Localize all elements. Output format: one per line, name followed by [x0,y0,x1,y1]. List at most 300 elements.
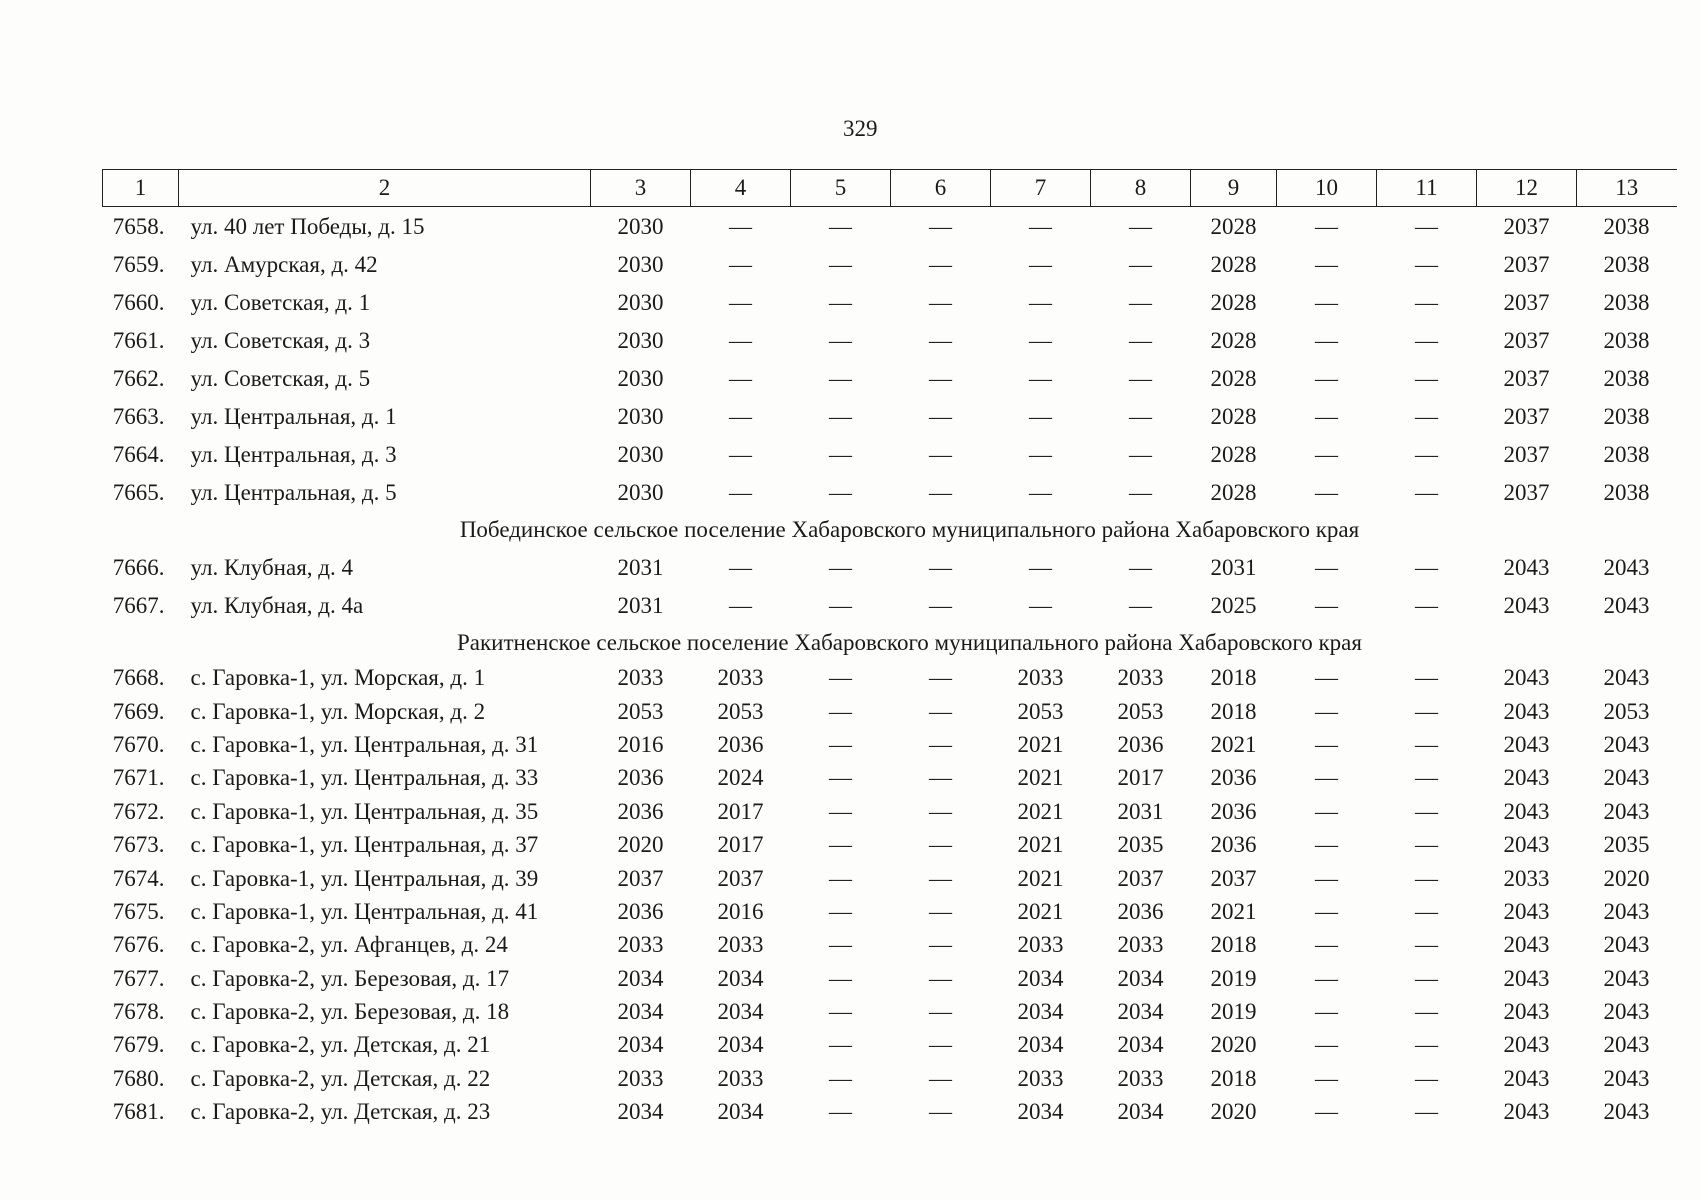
value-cell-col-3: 2034 [617,999,664,1025]
value-cell-col-4: — [729,592,752,618]
table-row [103,207,1677,246]
value-cell-col-8: — [1129,403,1152,429]
value-cell-col-9: 2021 [1210,898,1257,924]
value-cell-col-11: — [1415,832,1438,858]
value-cell-col-3: 2053 [617,698,664,724]
row-number: 7664. [112,441,165,467]
value-cell-col-5: — [829,1065,852,1091]
value-cell-col-10: — [1315,327,1338,353]
value-cell-col-8: — [1129,479,1152,505]
table-row [103,586,1677,624]
value-cell-col-12: 2043 [1503,999,1550,1025]
value-cell-col-13: 2043 [1603,932,1650,958]
section-heading-row [103,511,1677,548]
value-cell-col-6: — [929,898,952,924]
value-cell-col-4: 2034 [717,1099,764,1125]
value-cell-col-7: 2034 [1017,1099,1064,1125]
table-row [103,895,1677,928]
value-cell-col-3: 2030 [617,213,664,239]
value-cell-col-9: 2028 [1210,441,1257,467]
section-title: Побединское сельское поселение Хабаровского муниципального района Хабаровского края [459,517,1360,542]
value-cell-col-13: 2043 [1603,798,1650,824]
value-cell-col-12: 2037 [1503,479,1550,505]
value-cell-col-4: 2033 [717,932,764,958]
value-cell-col-9: 2025 [1210,592,1257,618]
value-cell-col-11: — [1415,1032,1438,1058]
value-cell-col-7: 2021 [1017,765,1064,791]
value-cell-col-5: — [829,554,852,580]
address-cell: с. Гаровка-1, ул. Морская, д. 1 [190,665,486,691]
address-cell: ул. Центральная, д. 3 [190,441,397,467]
value-cell-col-5: — [829,999,852,1025]
value-cell-col-10: — [1315,289,1338,315]
value-cell-col-10: — [1315,403,1338,429]
value-cell-col-10: — [1315,898,1338,924]
value-cell-col-12: 2043 [1503,1099,1550,1125]
value-cell-col-11: — [1415,1099,1438,1125]
row-number: 7681. [112,1099,165,1125]
value-cell-col-7: — [1029,592,1052,618]
value-cell-col-4: 2033 [717,1065,764,1091]
value-cell-col-9: 2028 [1210,327,1257,353]
value-cell-col-13: 2043 [1603,665,1650,691]
value-cell-col-8: — [1129,592,1152,618]
value-cell-col-3: 2033 [617,1065,664,1091]
value-cell-col-5: — [829,731,852,757]
value-cell-col-12: 2043 [1503,592,1550,618]
row-number: 7680. [112,1065,165,1091]
value-cell-col-7: — [1029,403,1052,429]
value-cell-col-12: 2037 [1503,441,1550,467]
value-cell-col-5: — [829,213,852,239]
value-cell-col-10: — [1315,965,1338,991]
value-cell-col-7: 2021 [1017,832,1064,858]
value-cell-col-12: 2043 [1503,932,1550,958]
value-cell-col-3: 2020 [617,832,664,858]
value-cell-col-12: 2043 [1503,665,1550,691]
value-cell-col-3: 2030 [617,441,664,467]
value-cell-col-10: — [1315,932,1338,958]
value-cell-col-6: — [929,698,952,724]
row-number: 7672. [112,798,165,824]
value-cell-col-5: — [829,1032,852,1058]
value-cell-col-13: 2038 [1603,365,1650,391]
value-cell-col-3: 2030 [617,289,664,315]
value-cell-col-10: — [1315,999,1338,1025]
value-cell-col-9: 2028 [1210,213,1257,239]
value-cell-col-9: 2028 [1210,289,1257,315]
row-number: 7674. [112,865,165,891]
value-cell-col-3: 2033 [617,665,664,691]
address-cell: с. Гаровка-2, ул. Детская, д. 23 [190,1099,491,1125]
value-cell-col-5: — [829,289,852,315]
table-row [103,1062,1677,1095]
row-number: 7668. [112,665,165,691]
value-cell-col-9: 2018 [1210,932,1257,958]
column-header-3: 3 [591,170,691,207]
table-row [103,245,1677,283]
column-header-13: 13 [1577,170,1677,207]
address-cell: ул. Центральная, д. 5 [190,479,397,505]
column-header-7: 7 [991,170,1091,207]
value-cell-col-4: 2053 [717,698,764,724]
value-cell-col-13: 2043 [1603,999,1650,1025]
value-cell-col-6: — [929,1032,952,1058]
value-cell-col-3: 2036 [617,798,664,824]
value-cell-col-13: 2043 [1603,1065,1650,1091]
value-cell-col-10: — [1315,554,1338,580]
value-cell-col-4: — [729,213,752,239]
value-cell-col-7: 2034 [1017,999,1064,1025]
value-cell-col-4: 2037 [717,865,764,891]
table-body [103,207,1677,1129]
value-cell-col-4: — [729,554,752,580]
value-cell-col-6: — [929,554,952,580]
value-cell-col-12: 2043 [1503,1032,1550,1058]
row-number: 7670. [112,731,165,757]
value-cell-col-4: — [729,403,752,429]
value-cell-col-12: 2033 [1503,865,1550,891]
table-row [103,661,1677,694]
column-header-9: 9 [1191,170,1277,207]
value-cell-col-11: — [1415,441,1438,467]
value-cell-col-6: — [929,865,952,891]
value-cell-col-10: — [1315,665,1338,691]
table-row [103,928,1677,961]
value-cell-col-7: 2034 [1017,1032,1064,1058]
page-number: 329 [843,116,878,141]
table-row [103,795,1677,828]
value-cell-col-7: 2021 [1017,798,1064,824]
value-cell-col-5: — [829,832,852,858]
value-cell-col-5: — [829,403,852,429]
value-cell-col-5: — [829,965,852,991]
value-cell-col-13: 2038 [1603,289,1650,315]
value-cell-col-5: — [829,665,852,691]
value-cell-col-13: 2038 [1603,479,1650,505]
table-row [103,359,1677,397]
value-cell-col-4: 2033 [717,665,764,691]
column-header-5: 5 [791,170,891,207]
value-cell-col-10: — [1315,832,1338,858]
value-cell-col-8: 2033 [1117,665,1164,691]
value-cell-col-6: — [929,965,952,991]
value-cell-col-6: — [929,1099,952,1125]
row-number: 7659. [112,251,165,277]
value-cell-col-9: 2031 [1210,554,1257,580]
value-cell-col-11: — [1415,289,1438,315]
value-cell-col-9: 2036 [1210,832,1257,858]
column-header-10: 10 [1277,170,1377,207]
value-cell-col-7: — [1029,327,1052,353]
value-cell-col-6: — [929,213,952,239]
value-cell-col-3: 2034 [617,1032,664,1058]
value-cell-col-10: — [1315,1099,1338,1125]
value-cell-col-12: 2043 [1503,832,1550,858]
value-cell-col-6: — [929,798,952,824]
value-cell-col-7: — [1029,554,1052,580]
address-cell: с. Гаровка-2, ул. Березовая, д. 18 [190,999,510,1025]
value-cell-col-12: 2043 [1503,965,1550,991]
value-cell-col-5: — [829,1099,852,1125]
value-cell-col-6: — [929,365,952,391]
value-cell-col-9: 2036 [1210,765,1257,791]
value-cell-col-9: 2028 [1210,403,1257,429]
value-cell-col-8: — [1129,554,1152,580]
value-cell-col-8: 2053 [1117,698,1164,724]
address-cell: с. Гаровка-1, ул. Центральная, д. 39 [190,865,539,891]
column-header-8: 8 [1091,170,1191,207]
value-cell-col-7: 2033 [1017,1065,1064,1091]
value-cell-col-6: — [929,479,952,505]
value-cell-col-11: — [1415,932,1438,958]
row-number: 7666. [112,554,165,580]
value-cell-col-10: — [1315,865,1338,891]
column-header-6: 6 [891,170,991,207]
value-cell-col-13: 2038 [1603,213,1650,239]
value-cell-col-7: — [1029,441,1052,467]
value-cell-col-13: 2043 [1603,731,1650,757]
data-table [102,169,1677,1128]
value-cell-col-11: — [1415,365,1438,391]
value-cell-col-4: — [729,365,752,391]
value-cell-col-13: 2043 [1603,554,1650,580]
value-cell-col-8: 2037 [1117,865,1164,891]
value-cell-col-8: — [1129,365,1152,391]
value-cell-col-4: — [729,441,752,467]
value-cell-col-8: 2034 [1117,965,1164,991]
value-cell-col-11: — [1415,213,1438,239]
address-cell: с. Гаровка-2, ул. Афганцев, д. 24 [190,932,508,958]
value-cell-col-9: 2028 [1210,251,1257,277]
table-row [103,995,1677,1028]
column-header-11: 11 [1377,170,1477,207]
row-number: 7673. [112,832,165,858]
value-cell-col-10: — [1315,765,1338,791]
value-cell-col-13: 2043 [1603,1099,1650,1125]
value-cell-col-4: 2017 [717,832,764,858]
table-row [103,761,1677,794]
value-cell-col-5: — [829,932,852,958]
header-row [103,170,1677,207]
value-cell-col-6: — [929,1065,952,1091]
value-cell-col-8: 2017 [1117,765,1164,791]
value-cell-col-8: 2034 [1117,1099,1164,1125]
value-cell-col-11: — [1415,865,1438,891]
value-cell-col-7: — [1029,213,1052,239]
value-cell-col-4: 2036 [717,731,764,757]
value-cell-col-11: — [1415,665,1438,691]
value-cell-col-12: 2043 [1503,765,1550,791]
value-cell-col-9: 2019 [1210,999,1257,1025]
value-cell-col-6: — [929,665,952,691]
address-cell: с. Гаровка-1, ул. Центральная, д. 37 [190,832,539,858]
address-cell: ул. Советская, д. 3 [190,327,371,353]
value-cell-col-11: — [1415,251,1438,277]
value-cell-col-8: 2033 [1117,1065,1164,1091]
value-cell-col-4: 2034 [717,999,764,1025]
row-number: 7658. [112,213,165,239]
row-number: 7660. [112,289,165,315]
value-cell-col-6: — [929,327,952,353]
value-cell-col-11: — [1415,698,1438,724]
value-cell-col-5: — [829,441,852,467]
row-number: 7669. [112,698,165,724]
row-number: 7667. [112,592,165,618]
value-cell-col-8: — [1129,289,1152,315]
value-cell-col-7: 2021 [1017,865,1064,891]
value-cell-col-12: 2043 [1503,698,1550,724]
value-cell-col-9: 2020 [1210,1099,1257,1125]
column-header-12: 12 [1477,170,1577,207]
value-cell-col-9: 2021 [1210,731,1257,757]
value-cell-col-8: — [1129,441,1152,467]
row-number: 7677. [112,965,165,991]
value-cell-col-6: — [929,441,952,467]
value-cell-col-4: — [729,251,752,277]
table-row [103,1028,1677,1061]
value-cell-col-12: 2043 [1503,554,1550,580]
section-heading-row [103,624,1677,661]
value-cell-col-10: — [1315,592,1338,618]
value-cell-col-9: 2020 [1210,1032,1257,1058]
value-cell-col-6: — [929,999,952,1025]
value-cell-col-8: — [1129,327,1152,353]
value-cell-col-8: 2034 [1117,1032,1164,1058]
value-cell-col-5: — [829,251,852,277]
column-header-4: 4 [691,170,791,207]
value-cell-col-11: — [1415,798,1438,824]
value-cell-col-3: 2016 [617,731,664,757]
value-cell-col-5: — [829,365,852,391]
value-cell-col-8: 2034 [1117,999,1164,1025]
value-cell-col-3: 2036 [617,898,664,924]
value-cell-col-7: 2021 [1017,731,1064,757]
value-cell-col-13: 2020 [1603,865,1650,891]
value-cell-col-13: 2043 [1603,1032,1650,1058]
value-cell-col-11: — [1415,898,1438,924]
value-cell-col-9: 2037 [1210,865,1257,891]
value-cell-col-9: 2019 [1210,965,1257,991]
value-cell-col-3: 2034 [617,1099,664,1125]
value-cell-col-13: 2043 [1603,965,1650,991]
value-cell-col-8: 2036 [1117,898,1164,924]
value-cell-col-6: — [929,592,952,618]
row-number: 7662. [112,365,165,391]
value-cell-col-13: 2038 [1603,403,1650,429]
value-cell-col-11: — [1415,731,1438,757]
value-cell-col-11: — [1415,592,1438,618]
value-cell-col-3: 2030 [617,479,664,505]
value-cell-col-12: 2043 [1503,898,1550,924]
address-cell: ул. Советская, д. 1 [190,289,371,315]
value-cell-col-7: 2053 [1017,698,1064,724]
table-header [103,170,1677,207]
value-cell-col-4: 2024 [717,765,764,791]
value-cell-col-7: 2033 [1017,932,1064,958]
value-cell-col-4: — [729,289,752,315]
value-cell-col-3: 2030 [617,403,664,429]
row-number: 7678. [112,999,165,1025]
value-cell-col-7: 2034 [1017,965,1064,991]
address-cell: с. Гаровка-1, ул. Центральная, д. 33 [190,765,539,791]
value-cell-col-9: 2018 [1210,698,1257,724]
section-title: Ракитненское сельское поселение Хабаровского муниципального района Хабаровского края [457,630,1362,655]
value-cell-col-11: — [1415,327,1438,353]
value-cell-col-3: 2031 [617,554,664,580]
value-cell-col-10: — [1315,251,1338,277]
table-row [103,861,1677,894]
table-row [103,548,1677,586]
address-cell: ул. Центральная, д. 1 [190,403,397,429]
value-cell-col-8: 2033 [1117,932,1164,958]
row-number: 7663. [112,403,165,429]
value-cell-col-10: — [1315,731,1338,757]
value-cell-col-11: — [1415,999,1438,1025]
value-cell-col-13: 2043 [1603,765,1650,791]
value-cell-col-6: — [929,251,952,277]
value-cell-col-9: 2036 [1210,798,1257,824]
table-row [103,435,1677,473]
value-cell-col-11: — [1415,403,1438,429]
value-cell-col-10: — [1315,365,1338,391]
value-cell-col-10: — [1315,441,1338,467]
value-cell-col-5: — [829,698,852,724]
value-cell-col-9: 2028 [1210,479,1257,505]
value-cell-col-9: 2018 [1210,665,1257,691]
value-cell-col-5: — [829,592,852,618]
value-cell-col-4: 2017 [717,798,764,824]
value-cell-col-3: 2036 [617,765,664,791]
value-cell-col-12: 2043 [1503,1065,1550,1091]
table-row [103,321,1677,359]
value-cell-col-10: — [1315,479,1338,505]
value-cell-col-10: — [1315,213,1338,239]
row-number: 7665. [112,479,165,505]
address-cell: с. Гаровка-1, ул. Центральная, д. 35 [190,798,539,824]
value-cell-col-13: 2038 [1603,441,1650,467]
value-cell-col-3: 2033 [617,932,664,958]
row-number: 7679. [112,1032,165,1058]
value-cell-col-13: 2053 [1603,698,1650,724]
value-cell-col-13: 2043 [1603,898,1650,924]
value-cell-col-13: 2043 [1603,592,1650,618]
value-cell-col-10: — [1315,698,1338,724]
address-cell: ул. Клубная, д. 4а [190,592,364,618]
value-cell-col-7: — [1029,289,1052,315]
value-cell-col-6: — [929,289,952,315]
value-cell-col-8: 2031 [1117,798,1164,824]
value-cell-col-3: 2030 [617,365,664,391]
value-cell-col-7: 2033 [1017,665,1064,691]
table-row [103,728,1677,761]
value-cell-col-8: — [1129,251,1152,277]
value-cell-col-4: 2016 [717,898,764,924]
table-row [103,397,1677,435]
value-cell-col-11: — [1415,554,1438,580]
value-cell-col-10: — [1315,798,1338,824]
address-cell: ул. 40 лет Победы, д. 15 [190,213,425,239]
value-cell-col-3: 2030 [617,327,664,353]
value-cell-col-5: — [829,327,852,353]
value-cell-col-9: 2028 [1210,365,1257,391]
value-cell-col-5: — [829,898,852,924]
value-cell-col-12: 2043 [1503,731,1550,757]
value-cell-col-13: 2035 [1603,832,1650,858]
address-cell: ул. Амурская, д. 42 [190,251,378,277]
value-cell-col-7: — [1029,251,1052,277]
value-cell-col-13: 2038 [1603,251,1650,277]
